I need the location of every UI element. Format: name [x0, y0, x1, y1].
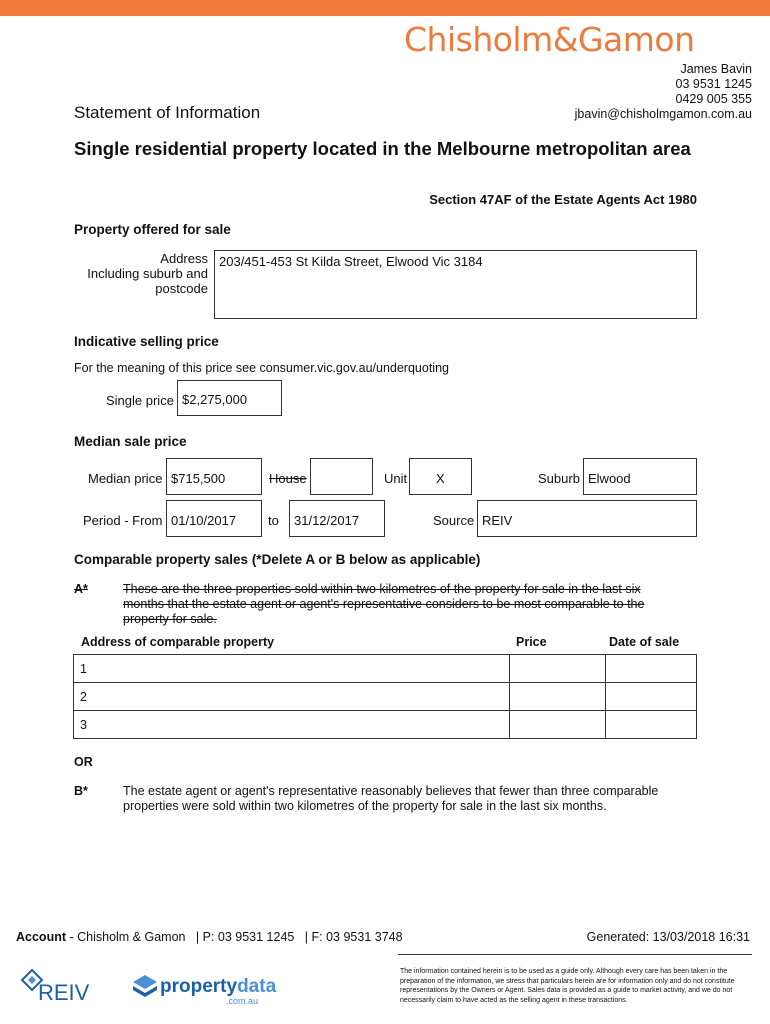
comparable-table — [73, 654, 697, 739]
address-label-line2: Including suburb and — [87, 266, 208, 281]
row-address-cell[interactable] — [74, 655, 510, 683]
single-price-field[interactable]: $2,275,000 — [177, 380, 282, 416]
table-row — [74, 683, 697, 711]
median-price-label: Median price — [88, 471, 163, 486]
agent-mobile: 0429 005 355 — [675, 92, 752, 106]
row-date-cell[interactable] — [606, 683, 697, 711]
median-heading: Median sale price — [74, 434, 187, 449]
house-field[interactable] — [310, 458, 373, 495]
period-to-label: to — [268, 513, 279, 528]
disclaimer-text: The information contained herein is to be used as a guide only. Although every care has been taken in the preparation of the information, we stress that particulars herein are for information only and do not constitute representations by the Owners or Agent. Sales data is provided as a guide to market activity, and we do not necessarily claim to have acted as the selling agent in these transactions. — [400, 968, 735, 1004]
single-price-label: Single price — [106, 393, 174, 408]
row-number: 1 — [80, 661, 87, 676]
address-label — [87, 251, 208, 296]
comparable-heading: Comparable property sales (*Delete A or B below as applicable) — [74, 552, 481, 567]
account-label: Account — [16, 930, 66, 944]
row-number: 3 — [80, 717, 87, 732]
table-row — [74, 711, 697, 739]
option-a-label: A* — [74, 582, 88, 596]
agent-phone: 03 9531 1245 — [675, 77, 752, 91]
row-number: 2 — [80, 689, 87, 704]
col-price-header: Price — [516, 635, 547, 649]
source-field[interactable]: REIV — [477, 500, 697, 537]
suburb-field[interactable]: Elwood — [583, 458, 697, 495]
propertydata-main: property — [160, 976, 238, 997]
agent-contact — [575, 62, 752, 122]
chisholm-gamon-logo: Chisholm&Gamon — [404, 20, 695, 59]
underquoting-note: For the meaning of this price see consumer.vic.gov.au/underquoting — [74, 361, 449, 375]
top-accent-bar — [0, 0, 770, 16]
property-heading: Property offered for sale — [74, 222, 231, 237]
row-price-cell[interactable] — [510, 655, 606, 683]
row-price-cell[interactable] — [510, 711, 606, 739]
period-from-label: Period - From — [83, 513, 163, 528]
col-date-header: Date of sale — [609, 635, 680, 649]
row-price-cell[interactable] — [510, 683, 606, 711]
agent-name: James Bavin — [680, 62, 752, 76]
option-b-label: B* — [74, 784, 88, 798]
median-price-field[interactable]: $715,500 — [166, 458, 262, 495]
row-address-cell[interactable] — [74, 711, 510, 739]
reiv-text: REIV — [38, 980, 90, 1005]
propertydata-accent: data — [237, 976, 277, 997]
table-row — [74, 655, 697, 683]
address-label-line3: postcode — [155, 281, 208, 296]
unit-label: Unit — [384, 471, 408, 486]
row-date-cell[interactable] — [606, 655, 697, 683]
account-line — [16, 930, 403, 944]
act-section: Section 47AF of the Estate Agents Act 1980 — [429, 192, 697, 207]
address-label-line1: Address — [160, 251, 208, 266]
indicative-heading: Indicative selling price — [74, 334, 219, 349]
agent-email[interactable]: jbavin@chisholmgamon.com.au — [574, 107, 752, 121]
reiv-logo — [18, 968, 108, 1013]
propertydata-sub: .com.au — [226, 996, 259, 1006]
generated-timestamp: Generated: 13/03/2018 16:31 — [586, 930, 750, 944]
house-label: House — [269, 471, 307, 486]
or-divider: OR — [74, 755, 93, 769]
row-address-cell[interactable] — [74, 683, 510, 711]
source-label: Source — [433, 513, 475, 528]
period-from-field[interactable]: 01/10/2017 — [166, 500, 262, 537]
period-to-field[interactable]: 31/12/2017 — [289, 500, 385, 537]
row-date-cell[interactable] — [606, 711, 697, 739]
propertydata-mark-icon — [132, 974, 158, 998]
account-details: - Chisholm & Gamon | P: 03 9531 1245 | F: 03 9531 3748 — [66, 930, 403, 944]
col-address-header: Address of comparable property — [81, 635, 275, 649]
unit-field[interactable]: X — [409, 458, 472, 495]
option-a-text: These are the three properties sold within two kilometres of the property for sale in the last six months that the estate agent or agent's representative considers to be most comparable to the property for sale. — [123, 582, 645, 626]
footer-divider — [398, 954, 752, 955]
address-field[interactable]: 203/451-453 St Kilda Street, Elwood Vic 3184 — [214, 250, 697, 319]
document-heading: Statement of Information — [74, 103, 261, 122]
option-b-text: The estate agent or agent's representative reasonably believes that fewer than three comparable properties were sold within two kilometres of the property for sale in the last six months. — [123, 784, 659, 813]
document-title: Single residential property located in the Melbourne metropolitan area — [74, 138, 691, 159]
suburb-label: Suburb — [538, 471, 580, 486]
